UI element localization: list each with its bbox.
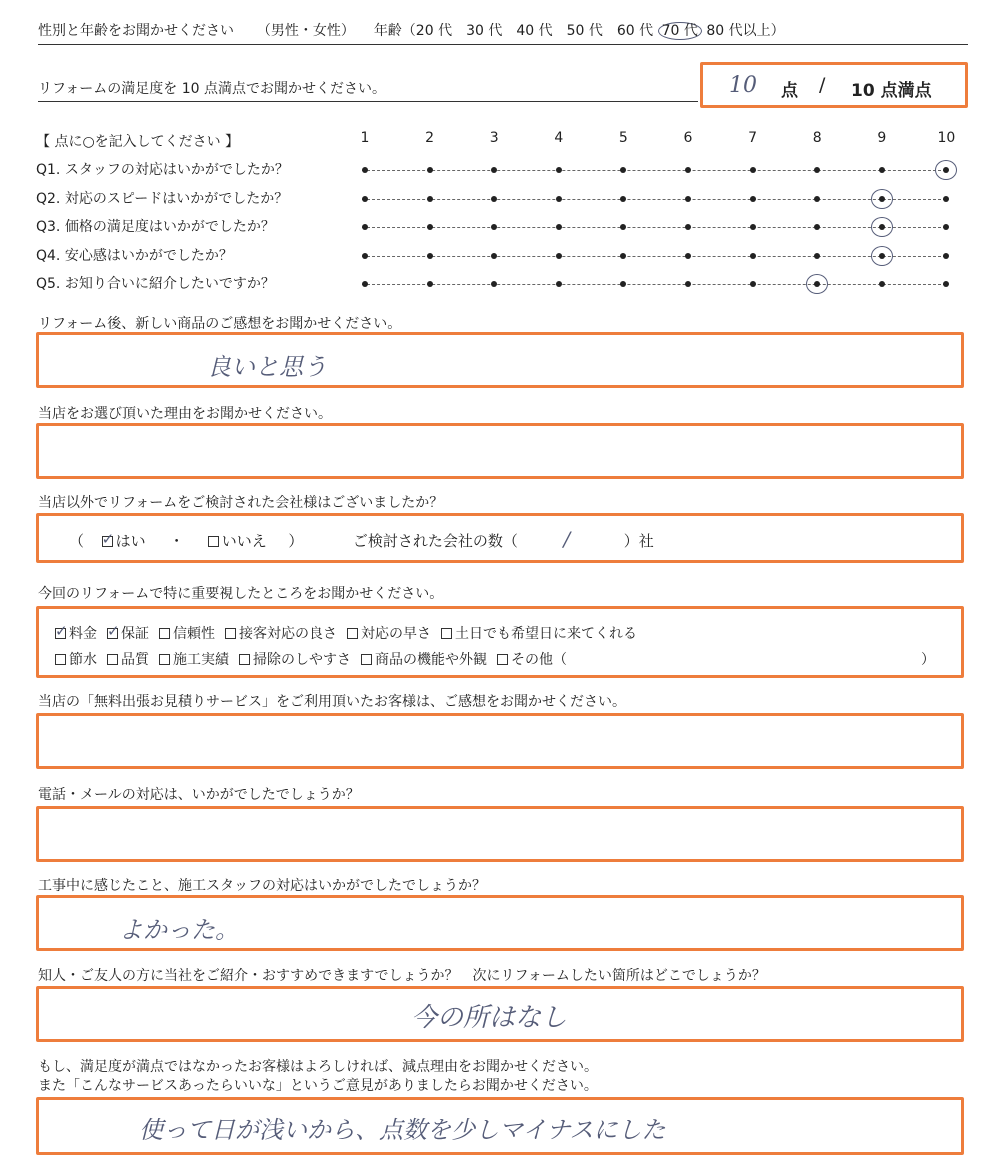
deduction-answer-box[interactable]: [36, 1097, 964, 1155]
close-paren: ）: [288, 532, 304, 550]
construction-answer-box[interactable]: [36, 895, 964, 951]
priority-label: 掃除のしやすさ: [253, 652, 351, 668]
priorities-row-2: [55, 649, 945, 669]
rating-point[interactable]: [556, 281, 562, 287]
rating-scale-line: [362, 199, 946, 200]
priority-label: 商品の機能や外観: [375, 652, 487, 668]
priority-option[interactable]: [225, 623, 337, 643]
scale-number: 5: [618, 130, 628, 146]
priority-label: 信頼性: [173, 626, 215, 642]
yes-label: はい: [115, 532, 146, 550]
rating-point[interactable]: [362, 224, 368, 230]
rating-point[interactable]: [750, 281, 756, 287]
rating-point[interactable]: [427, 253, 433, 259]
priority-option[interactable]: [159, 623, 215, 643]
impression-question: リフォーム後、新しい商品のご感想をお聞かせください。: [38, 316, 402, 332]
rating-selected-circle: [871, 246, 893, 266]
rating-scale-line: [362, 227, 946, 228]
rating-point[interactable]: [491, 224, 497, 230]
satisfaction-slash: /: [819, 74, 826, 96]
priority-label: その他（: [511, 652, 567, 668]
rating-instruction: 【 点に○を記入してください 】: [36, 134, 240, 150]
rating-point[interactable]: [362, 196, 368, 202]
gender-options: （男性・女性）: [256, 23, 355, 39]
priority-checkbox[interactable]: [159, 628, 170, 639]
priority-option[interactable]: [55, 649, 97, 669]
satisfaction-score-unit: 点: [781, 81, 798, 101]
other-companies-box: [36, 513, 964, 563]
rating-point[interactable]: [750, 196, 756, 202]
rating-point[interactable]: [427, 281, 433, 287]
deduction-question-line-1: もし、満足度が満点ではなかったお客様はよろしければ、減点理由をお聞かせください。: [38, 1059, 598, 1075]
rating-point[interactable]: [556, 253, 562, 259]
satisfaction-score-value: 10: [729, 73, 757, 98]
priority-label: 料金: [69, 626, 97, 642]
rating-point[interactable]: [620, 196, 626, 202]
impression-answer-box[interactable]: [36, 332, 964, 388]
priority-checkbox[interactable]: [107, 628, 118, 639]
yes-checkbox[interactable]: [102, 536, 113, 547]
scale-number: 4: [554, 130, 564, 146]
scale-number: 10: [937, 130, 956, 146]
rating-point[interactable]: [620, 281, 626, 287]
impression-answer: 良いと思う: [207, 353, 327, 381]
scale-number: 7: [748, 130, 758, 146]
priorities-question: 今回のリフォームで特に重要視したところをお聞かせください。: [38, 586, 444, 602]
priority-option[interactable]: [55, 623, 97, 643]
rating-point[interactable]: [556, 196, 562, 202]
reason-answer-box[interactable]: [36, 423, 964, 479]
estimate-service-answer-box[interactable]: [36, 713, 964, 769]
rating-question-label: Q5. お知り合いに紹介したいですか？: [36, 276, 275, 292]
priority-checkbox[interactable]: [107, 654, 118, 665]
priority-checkbox[interactable]: [55, 654, 66, 665]
rating-point[interactable]: [685, 167, 691, 173]
yes-no-separator: ・: [169, 532, 185, 550]
rating-selected-circle: [806, 274, 828, 294]
priority-checkbox[interactable]: [239, 654, 250, 665]
construction-question: 工事中に感じたこと、施工スタッフの対応はいかがでしたでしょうか？: [38, 878, 486, 894]
rating-point[interactable]: [362, 253, 368, 259]
age-label: 年齢（20 代 30 代 40 代 50 代 60 代: [373, 23, 654, 39]
rating-point[interactable]: [685, 224, 691, 230]
referral-answer: 今の所はなし: [411, 1003, 568, 1033]
rating-point[interactable]: [620, 253, 626, 259]
rating-question-label: Q3. 価格の満足度はいかがでしたか？: [36, 219, 275, 235]
priority-label: 土日でも希望日に来てくれる: [455, 626, 637, 642]
rating-point[interactable]: [750, 224, 756, 230]
rating-selected-circle: [871, 217, 893, 237]
referral-question: 知人・ご友人の方に当社をご紹介・おすすめできますでしょうか？ 次にリフォームしたい箇所はどこでしょうか？: [38, 968, 766, 984]
rating-point[interactable]: [556, 167, 562, 173]
no-label: いいえ: [221, 532, 267, 550]
rating-question-label: Q1. スタッフの対応はいかがでしたか？: [36, 162, 289, 178]
rating-point[interactable]: [943, 196, 949, 202]
rating-point[interactable]: [943, 253, 949, 259]
referral-answer-box[interactable]: [36, 986, 964, 1042]
other-companies-question: 当店以外でリフォームをご検討された会社様はございましたか？: [38, 495, 444, 511]
scale-number: 1: [360, 130, 370, 146]
rating-selected-circle: [935, 160, 957, 180]
priority-option[interactable]: [239, 649, 351, 669]
priority-checkbox[interactable]: [55, 628, 66, 639]
estimate-service-question: 当店の「無料出張お見積りサービス」をご利用頂いたお客様は、ご感想をお聞かせください。: [38, 694, 626, 710]
priority-label: 品質: [121, 652, 149, 668]
rating-scale-line: [362, 284, 946, 285]
rating-point[interactable]: [491, 167, 497, 173]
priority-option[interactable]: [347, 623, 431, 643]
construction-answer: よかった。: [119, 916, 239, 944]
priority-checkbox[interactable]: [347, 628, 358, 639]
rating-selected-circle: [871, 189, 893, 209]
company-count-label: ご検討された会社の数（: [352, 532, 518, 550]
gender-age-question: 性別と年齢をお聞かせください: [38, 23, 234, 39]
priority-label: 施工実績: [173, 652, 229, 668]
no-checkbox[interactable]: [208, 536, 219, 547]
header-rule: [38, 44, 968, 45]
rating-point[interactable]: [685, 196, 691, 202]
priorities-row-1: [55, 623, 647, 643]
other-companies-answer-row: [69, 527, 654, 551]
scale-number: 2: [425, 130, 435, 146]
rating-point[interactable]: [879, 281, 885, 287]
rating-point[interactable]: [491, 281, 497, 287]
rating-scale-line: [362, 256, 946, 257]
satisfaction-score-box: [700, 62, 968, 108]
rating-question-label: Q2. 対応のスピードはいかがでしたか？: [36, 190, 289, 207]
contact-question: 電話・メールの対応は、いかがでしたでしょうか？: [38, 787, 360, 803]
priority-label: 接客対応の良さ: [239, 626, 337, 642]
priority-checkbox[interactable]: [225, 628, 236, 639]
rating-point[interactable]: [427, 224, 433, 230]
scale-number: 9: [877, 130, 887, 146]
rating-point[interactable]: [685, 281, 691, 287]
company-count-suffix: ）社: [623, 532, 654, 550]
company-count-value: /: [563, 527, 571, 551]
contact-answer-box[interactable]: [36, 806, 964, 862]
age-rest: 80 代以上）: [706, 23, 785, 39]
reason-question: 当店をお選び頂いた理由をお聞かせください。: [38, 406, 332, 422]
other-close-paren: ）: [921, 652, 935, 668]
rating-point[interactable]: [427, 167, 433, 173]
scale-number: 6: [683, 130, 693, 146]
priority-label: 対応の早さ: [361, 626, 431, 642]
rating-point[interactable]: [620, 224, 626, 230]
rating-point[interactable]: [814, 167, 820, 173]
satisfaction-max: 10 点満点: [851, 81, 932, 101]
rating-scale-line: [362, 170, 946, 171]
priority-option[interactable]: [497, 649, 567, 669]
satisfaction-rule: [38, 101, 698, 102]
rating-point[interactable]: [814, 224, 820, 230]
priority-label: 節水: [69, 652, 97, 668]
priority-label: 保証: [121, 626, 149, 642]
priority-checkbox[interactable]: [441, 628, 452, 639]
priority-option[interactable]: [441, 623, 637, 643]
rating-point[interactable]: [943, 224, 949, 230]
rating-question-label: Q4. 安心感はいかがでしたか？: [36, 247, 233, 264]
rating-point[interactable]: [750, 253, 756, 259]
rating-point[interactable]: [491, 196, 497, 202]
rating-point[interactable]: [362, 167, 368, 173]
rating-point[interactable]: [620, 167, 626, 173]
rating-point[interactable]: [943, 281, 949, 287]
rating-point[interactable]: [427, 196, 433, 202]
priorities-box: [36, 606, 964, 678]
rating-point[interactable]: [814, 196, 820, 202]
age-selected: 70 代: [658, 22, 702, 40]
rating-point[interactable]: [685, 253, 691, 259]
priority-checkbox[interactable]: [159, 654, 170, 665]
gender-age-row: [38, 22, 785, 40]
rating-point[interactable]: [814, 253, 820, 259]
open-paren: （: [69, 532, 85, 550]
rating-point[interactable]: [556, 224, 562, 230]
deduction-answer: 使って日が浅いから、点数を少しマイナスにした: [139, 1116, 666, 1144]
scale-number: 8: [812, 130, 822, 146]
priority-checkbox[interactable]: [497, 654, 508, 665]
deduction-question-line-2: また「こんなサービスあったらいいな」というご意見がありましたらお聞かせください。: [38, 1078, 598, 1094]
satisfaction-question: リフォームの満足度を 10 点満点でお聞かせください。: [38, 81, 387, 97]
priority-option[interactable]: [159, 649, 229, 669]
priority-option[interactable]: [361, 649, 487, 669]
priority-option[interactable]: [107, 649, 149, 669]
priority-checkbox[interactable]: [361, 654, 372, 665]
rating-point[interactable]: [491, 253, 497, 259]
rating-point[interactable]: [879, 167, 885, 173]
rating-point[interactable]: [362, 281, 368, 287]
scale-number: 3: [489, 130, 499, 146]
rating-point[interactable]: [750, 167, 756, 173]
priority-option[interactable]: [107, 623, 149, 643]
